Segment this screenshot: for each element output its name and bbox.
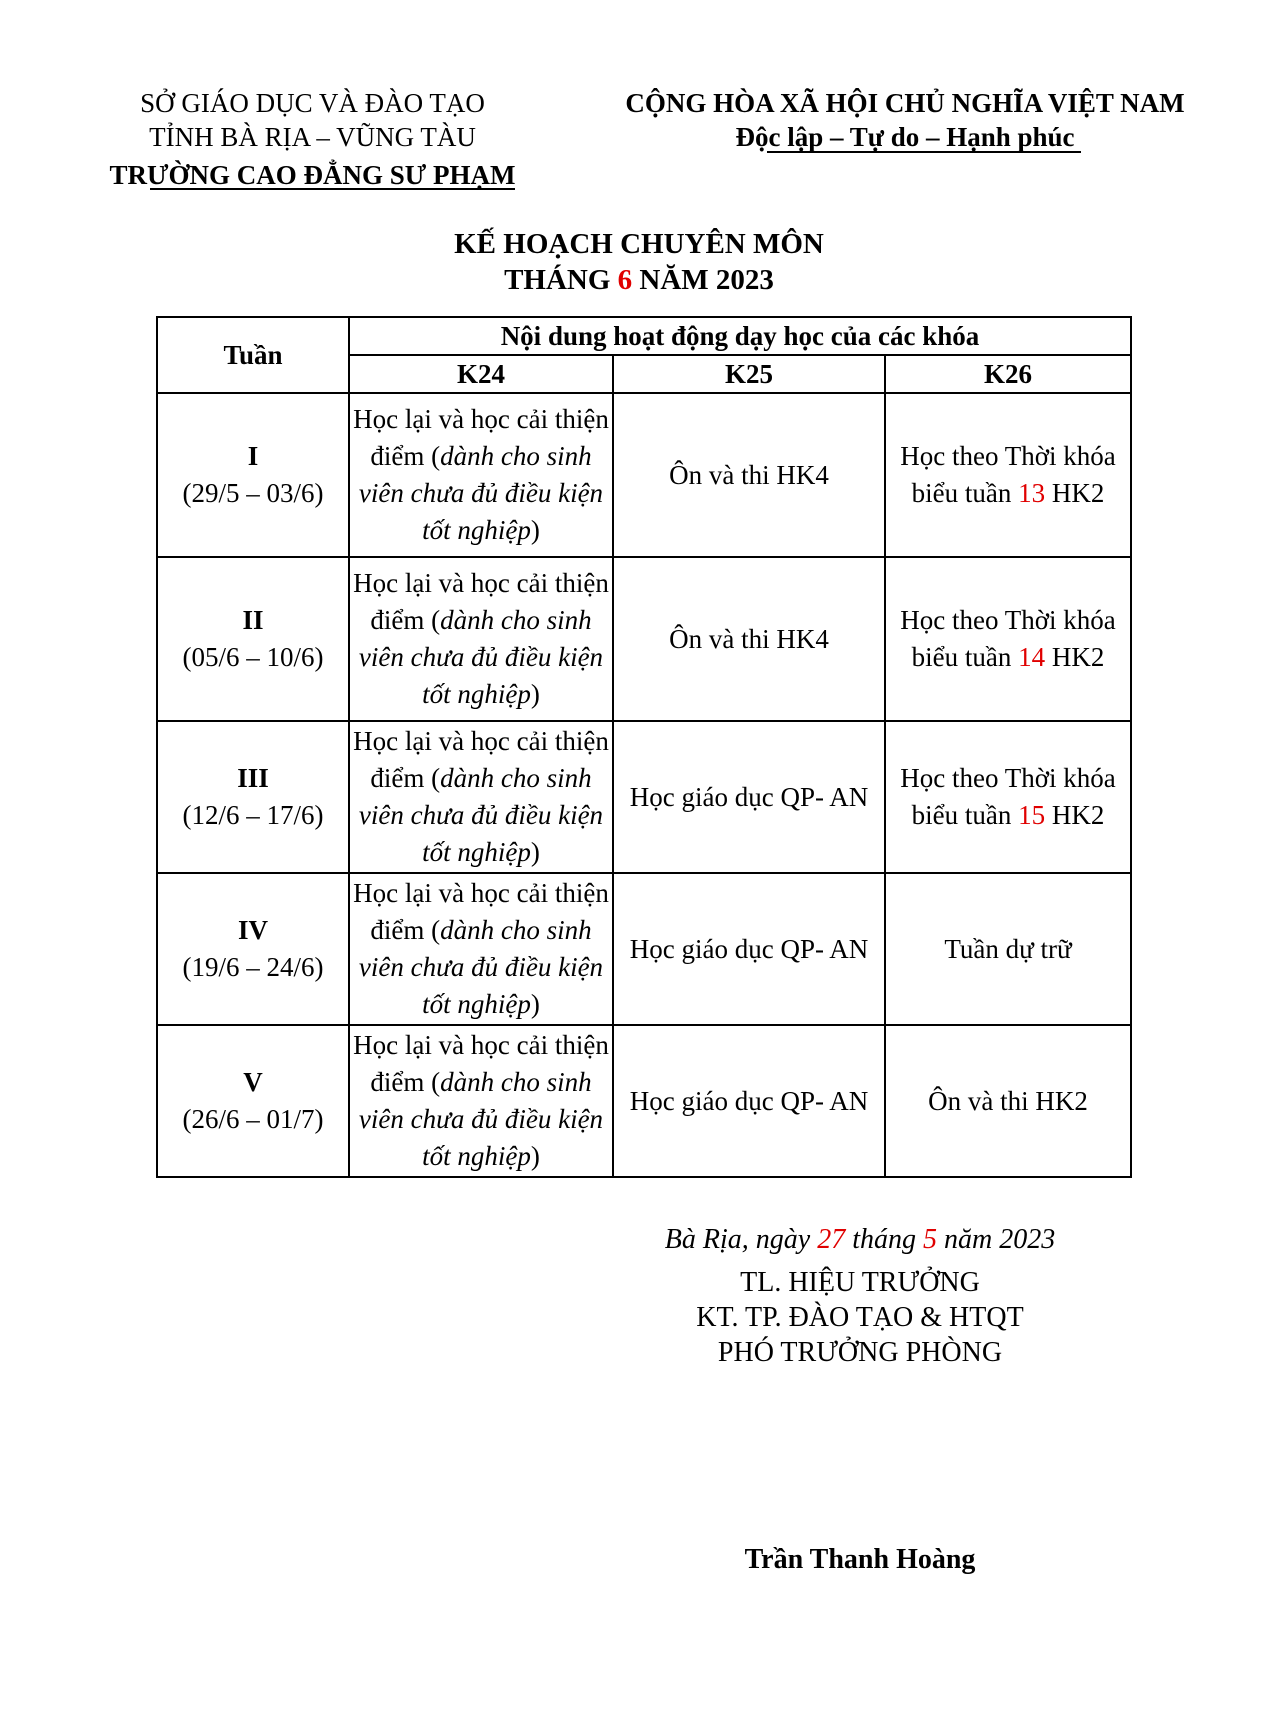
signer-on-behalf: KT. TP. ĐÀO TẠO & HTQT <box>696 1302 1024 1333</box>
signing-date <box>620 1222 1100 1257</box>
k24-cell <box>349 393 613 557</box>
national-motto-row <box>580 120 1230 154</box>
issuer-school <box>60 158 565 192</box>
week-cell <box>157 721 349 873</box>
k26-prefix: Học theo Thời khóa biểu tuần <box>900 441 1116 508</box>
k24-close: ) <box>530 837 540 867</box>
k25-cell: Ôn và thi HK4 <box>613 393 885 557</box>
k24-italic: dành cho sinh viên chưa đủ điều kiện tốt nghiệp <box>358 763 604 867</box>
k26-suffix: HK2 <box>1045 642 1105 672</box>
issuer-province: TỈNH BÀ RỊA – VŨNG TÀU <box>149 122 476 152</box>
signer-name: Trần Thanh Hoàng <box>744 1544 976 1575</box>
k24-cell <box>349 873 613 1025</box>
k26-prefix: Học theo Thời khóa biểu tuần <box>900 605 1116 672</box>
national-title: CỘNG HÒA XÃ HỘI CHỦ NGHĨA VIỆT NAM <box>625 88 1185 118</box>
k24-cell <box>349 721 613 873</box>
col-group-header: Nội dung hoạt động dạy học của các khóa <box>349 317 1131 355</box>
k25-cell: Học giáo dục QP- AN <box>613 1025 885 1177</box>
issuer-school-name: TRƯỜNG CAO ĐẲNG SƯ PHẠM <box>109 160 516 190</box>
title-line-1: KẾ HOẠCH CHUYÊN MÔN <box>454 228 824 260</box>
k24-text: Học lại và học cải thiện điểm ( <box>353 878 609 945</box>
national-header <box>580 86 1230 154</box>
k24-cell <box>349 557 613 721</box>
week-number: III <box>237 763 269 793</box>
k24-italic: dành cho sinh viên chưa đủ điều kiện tốt nghiệp <box>358 605 604 709</box>
k24-close: ) <box>530 1141 540 1171</box>
k24-text: Học lại và học cải thiện điểm ( <box>353 726 609 793</box>
k26-prefix: Học theo Thời khóa biểu tuần <box>900 763 1116 830</box>
document-title <box>0 226 1278 298</box>
k26-suffix: HK2 <box>1045 478 1105 508</box>
k26-cell: Ôn và thi HK2 <box>885 1025 1131 1177</box>
table-row <box>157 1025 1131 1177</box>
week-range: (12/6 – 17/6) <box>182 800 324 830</box>
k24-italic: dành cho sinh viên chưa đủ điều kiện tốt nghiệp <box>358 441 604 545</box>
date-month: 5 <box>922 1224 937 1255</box>
week-number: V <box>243 1067 263 1097</box>
issuer-header <box>60 86 565 192</box>
week-number: IV <box>237 915 268 945</box>
k24-text: Học lại và học cải thiện điểm ( <box>353 1030 609 1097</box>
table-row <box>157 721 1131 873</box>
k26-cell <box>885 393 1131 557</box>
week-cell <box>157 557 349 721</box>
table-row <box>157 393 1131 557</box>
table-row <box>157 557 1131 721</box>
k24-text: Học lại và học cải thiện điểm ( <box>353 568 609 635</box>
date-mid: tháng <box>845 1224 923 1255</box>
week-range: (05/6 – 10/6) <box>182 642 324 672</box>
week-cell <box>157 873 349 1025</box>
week-range: (26/6 – 01/7) <box>182 1104 324 1134</box>
plan-table <box>156 316 1132 1178</box>
k26-week-number: 13 <box>1018 478 1046 508</box>
signer-position: PHÓ TRƯỞNG PHÒNG <box>717 1337 1003 1368</box>
k24-close: ) <box>530 989 540 1019</box>
issuer-department: SỞ GIÁO DỤC VÀ ĐÀO TẠO <box>140 88 485 118</box>
k25-cell: Ôn và thi HK4 <box>613 557 885 721</box>
signature-block <box>620 1222 1100 1370</box>
col-k25-header: K25 <box>613 355 885 393</box>
week-number: I <box>247 441 259 471</box>
date-prefix: Bà Rịa, ngày <box>664 1224 818 1255</box>
date-suffix: năm 2023 <box>936 1224 1056 1255</box>
k24-close: ) <box>530 515 540 545</box>
col-k24-header: K24 <box>349 355 613 393</box>
col-k26-header: K26 <box>885 355 1131 393</box>
k24-cell <box>349 1025 613 1177</box>
k24-close: ) <box>530 679 540 709</box>
week-cell <box>157 1025 349 1177</box>
title-month: 6 <box>617 264 633 296</box>
week-range: (19/6 – 24/6) <box>182 952 324 982</box>
table-row <box>157 873 1131 1025</box>
col-week-header: Tuần <box>157 317 349 393</box>
date-day: 27 <box>817 1224 846 1255</box>
k26-cell <box>885 721 1131 873</box>
k24-text: Học lại và học cải thiện điểm ( <box>353 404 609 471</box>
title-month-prefix: THÁNG <box>504 264 618 296</box>
k26-week-number: 15 <box>1018 800 1046 830</box>
week-cell <box>157 393 349 557</box>
week-number: II <box>242 605 264 635</box>
k26-cell <box>885 557 1131 721</box>
signer-authority: TL. HIỆU TRƯỞNG <box>740 1267 980 1298</box>
k26-cell: Tuần dự trữ <box>885 873 1131 1025</box>
k24-italic: dành cho sinh viên chưa đủ điều kiện tốt nghiệp <box>358 1067 604 1171</box>
k26-suffix: HK2 <box>1045 800 1105 830</box>
week-range: (29/5 – 03/6) <box>182 478 324 508</box>
title-line-2 <box>0 262 1278 298</box>
k25-cell: Học giáo dục QP- AN <box>613 721 885 873</box>
table-header-row <box>157 317 1131 355</box>
k26-week-number: 14 <box>1018 642 1046 672</box>
title-month-suffix: NĂM 2023 <box>632 264 774 296</box>
national-motto: Độc lập – Tự do – Hạnh phúc <box>735 122 1075 152</box>
k25-cell: Học giáo dục QP- AN <box>613 873 885 1025</box>
k24-italic: dành cho sinh viên chưa đủ điều kiện tốt nghiệp <box>358 915 604 1019</box>
